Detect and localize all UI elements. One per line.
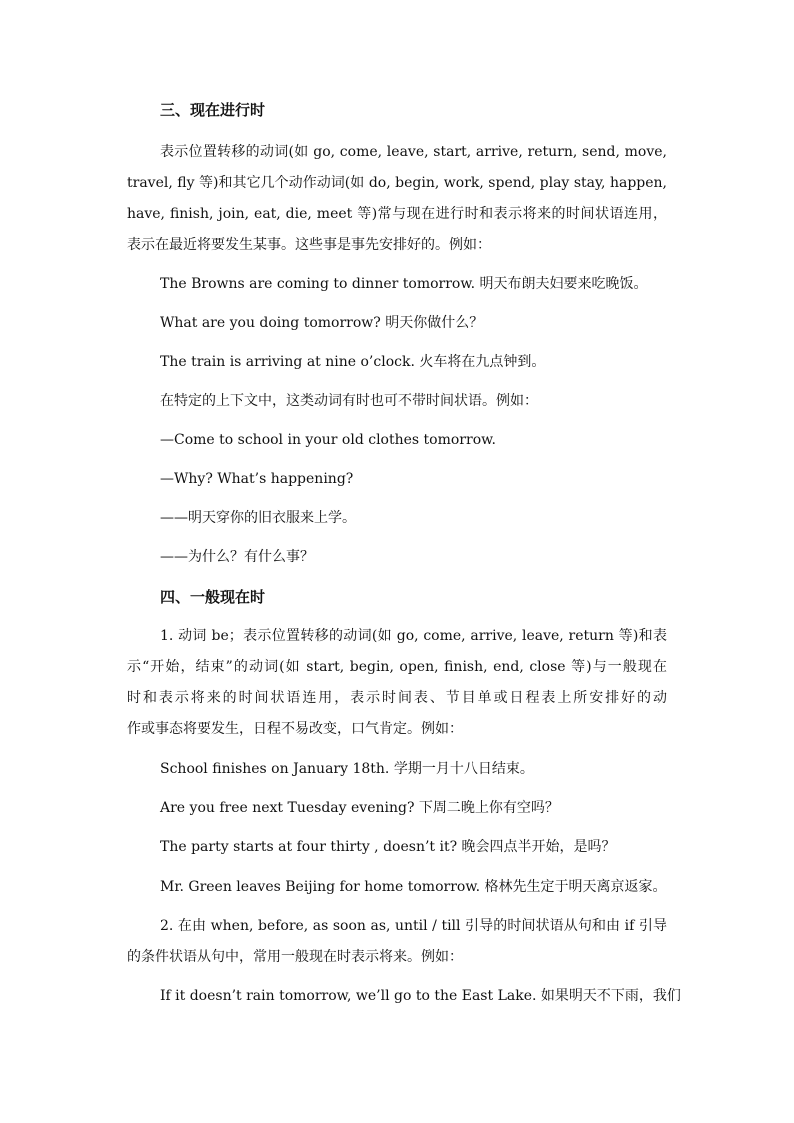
paragraph-line: have, finish, join, eat, die, meet 等)常与现在进行时和表示将来的时间状语连用， <box>127 206 667 222</box>
example-sentence: What are you doing tomorrow? 明天你做什么？ <box>160 315 484 331</box>
example-sentence: School finishes on January 18th. 学期一月十八日结束。 <box>160 761 534 777</box>
dialogue-line: —Come to school in your old clothes tomorrow. <box>160 432 496 448</box>
example-sentence: The party starts at four thirty , doesn’t it? 晚会四点半开始，是吗？ <box>160 839 616 855</box>
section-heading-present-continuous: 三、现在进行时 <box>160 101 266 119</box>
paragraph-line: 时和表示将来的时间状语连用，表示时间表、节目单或日程表上所安排好的动 <box>127 690 667 706</box>
dialogue-line: ——为什么？有什么事？ <box>160 549 314 565</box>
paragraph-line: 示“开始，结束”的动词(如 start, begin, open, finish, end, close 等)与一般现在 <box>127 659 667 675</box>
example-sentence: Mr. Green leaves Beijing for home tomorrow. 格林先生定于明天离京返家。 <box>160 879 667 895</box>
paragraph-line: 2. 在由 when, before, as soon as, until / till 引导的时间状语从句和由 if 引导 <box>160 918 667 934</box>
paragraph-line: 的条件状语从句中，常用一般现在时表示将来。例如： <box>127 949 463 965</box>
example-sentence: The Browns are coming to dinner tomorrow. 明天布朗夫妇要来吃晚饭。 <box>160 276 648 292</box>
paragraph-line: 表示位置转移的动词(如 go, come, leave, start, arrive, return, send, move, <box>160 144 667 160</box>
paragraph-line: 作或事态将要发生，日程不易改变，口气肯定。例如： <box>127 721 463 737</box>
dialogue-line: ——明天穿你的旧衣服来上学。 <box>160 510 356 526</box>
example-sentence: Are you free next Tuesday evening? 下周二晚上你有空吗？ <box>160 800 559 816</box>
paragraph-line: 1. 动词 be；表示位置转移的动词(如 go, come, arrive, leave, return 等)和表 <box>160 628 667 644</box>
paragraph-line: 表示在最近将要发生某事。这些事是事先安排好的。例如： <box>127 237 491 253</box>
paragraph-line: 在特定的上下文中，这类动词有时也可不带时间状语。例如： <box>160 393 538 409</box>
paragraph-line: travel, fly 等)和其它几个动作动词(如 do, begin, work, spend, play stay, happen, <box>127 175 667 191</box>
example-sentence: If it doesn’t rain tomorrow, we’ll go to the East Lake. 如果明天不下雨，我们 <box>160 988 681 1004</box>
example-sentence: The train is arriving at nine o’clock. 火车将在九点钟到。 <box>160 354 546 370</box>
dialogue-line: —Why? What’s happening? <box>160 471 354 487</box>
section-heading-simple-present: 四、一般现在时 <box>160 588 266 606</box>
